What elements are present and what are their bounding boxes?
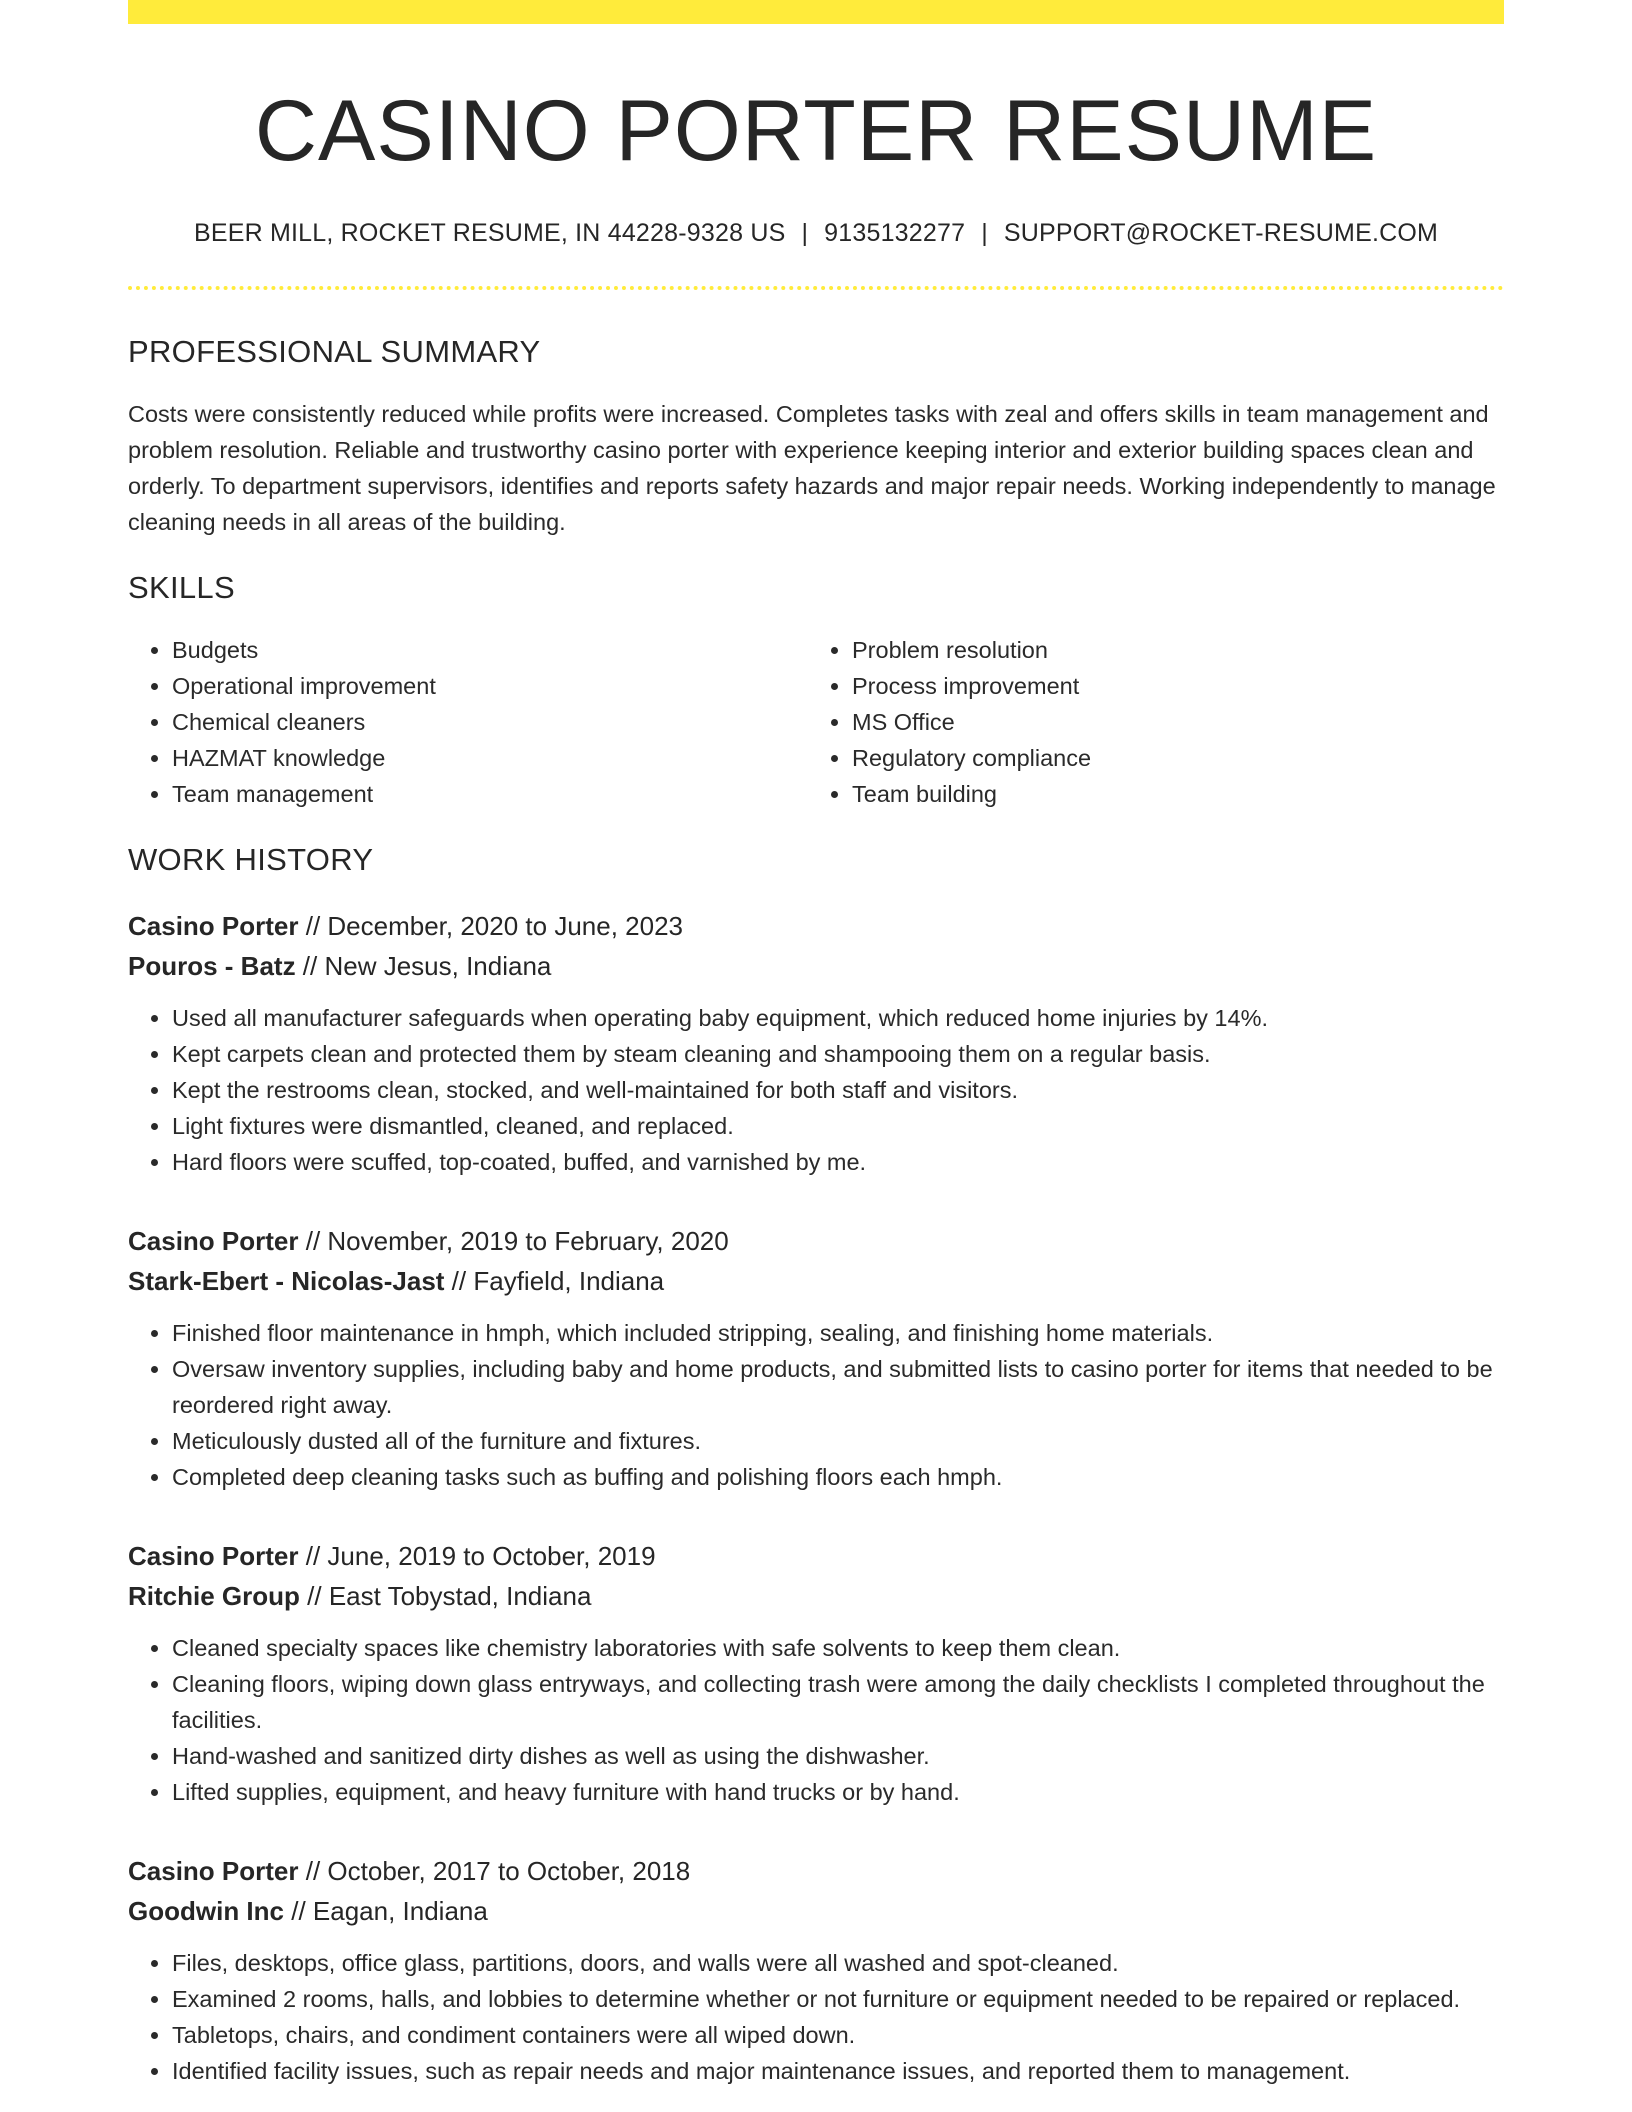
job-entry [128, 1851, 1504, 2089]
job-bullet: • Tabletops, chairs, and condiment containers were all wiped down. [172, 2017, 1504, 2053]
summary-text: Costs were consistently reduced while profits were increased. Completes tasks with zeal and offers skills in team management and problem resolution. Reliable and trustworthy casino porter with experience keeping interior and exterior building spaces clean and orderly. To department supervisors, identifies and reports safety hazards and major repair needs. Working independently to manage cleaning needs in all areas of the building. [128, 400, 1496, 535]
job-bullet: • Identified facility issues, such as repair needs and major maintenance issues, and reported them to management. [172, 2053, 1504, 2089]
work-history-heading: WORK HISTORY [128, 841, 374, 877]
separator: // [298, 910, 328, 941]
job-title: Casino Porter [128, 910, 299, 941]
contact-separator: | [801, 218, 809, 247]
job-bullets [128, 1315, 1504, 1495]
job-bullet: • Cleaned specialty spaces like chemistry laboratories with safe solvents to keep them clean. [172, 1630, 1504, 1666]
job-location: Fayfield, Indiana [473, 1265, 665, 1296]
contact-phone: 9135132277 [824, 218, 966, 247]
accent-top-bar [128, 0, 1504, 24]
skill-item: • Process improvement [852, 668, 1486, 704]
job-company-line [128, 946, 1504, 986]
job-location: East Tobystad, Indiana [328, 1580, 592, 1611]
job-entry [128, 1221, 1504, 1495]
skills-column-left [128, 632, 806, 812]
resume-page [128, 0, 1504, 2089]
job-company: Stark-Ebert - Nicolas-Jast [128, 1265, 445, 1296]
job-company-line [128, 1891, 1504, 1931]
job-bullet: • Oversaw inventory supplies, including baby and home products, and submitted lists to casino porter for items that needed to be reordered right away. [172, 1351, 1504, 1423]
job-bullet: • Completed deep cleaning tasks such as buffing and polishing floors each hmph. [172, 1459, 1504, 1495]
job-title-line [128, 1536, 1504, 1576]
job-company: Goodwin Inc [128, 1895, 284, 1926]
contact-address: BEER MILL, ROCKET RESUME, IN 44228-9328 US [193, 218, 786, 247]
job-title-line [128, 906, 1504, 946]
job-dates: October, 2017 to October, 2018 [327, 1855, 691, 1886]
separator: // [298, 1540, 328, 1571]
resume-title: CASINO PORTER RESUME [254, 83, 1378, 179]
job-title-line [128, 1221, 1504, 1261]
separator: // [299, 1580, 329, 1611]
job-bullet: • Meticulously dusted all of the furniture and fixtures. [172, 1423, 1504, 1459]
job-title: Casino Porter [128, 1855, 299, 1886]
skill-item: • Team building [852, 776, 1486, 812]
job-bullet: • Lifted supplies, equipment, and heavy furniture with hand trucks or by hand. [172, 1774, 1504, 1810]
job-bullet: • Light fixtures were dismantled, cleaned, and replaced. [172, 1108, 1504, 1144]
job-company-line [128, 1261, 1504, 1301]
skill-item: • Budgets [172, 632, 806, 668]
job-company-line [128, 1576, 1504, 1616]
job-entry [128, 1536, 1504, 1810]
contact-email: SUPPORT@ROCKET-RESUME.COM [1003, 218, 1439, 247]
job-entry [128, 906, 1504, 1180]
skill-item: • Regulatory compliance [852, 740, 1486, 776]
summary-heading: PROFESSIONAL SUMMARY [128, 333, 541, 369]
job-bullets [128, 1630, 1504, 1810]
dotted-divider [128, 286, 1504, 290]
contact-line [128, 219, 1504, 248]
job-location: New Jesus, Indiana [324, 950, 552, 981]
job-bullet: • Cleaning floors, wiping down glass entryways, and collecting trash were among the daily checklists I completed throughout the facilities. [172, 1666, 1504, 1738]
job-location: Eagan, Indiana [312, 1895, 488, 1926]
job-dates: December, 2020 to June, 2023 [327, 910, 683, 941]
skills-column-right [806, 632, 1486, 812]
skill-item: • Operational improvement [172, 668, 806, 704]
separator: // [444, 1265, 474, 1296]
job-bullet: • Kept the restrooms clean, stocked, and well-maintained for both staff and visitors. [172, 1072, 1504, 1108]
skill-item: • MS Office [852, 704, 1486, 740]
skill-item: • Problem resolution [852, 632, 1486, 668]
skill-item: • Team management [172, 776, 806, 812]
skills-heading: SKILLS [128, 569, 235, 605]
job-dates: June, 2019 to October, 2019 [327, 1540, 656, 1571]
contact-separator: | [981, 218, 988, 247]
job-bullet: • Used all manufacturer safeguards when operating baby equipment, which reduced home injuries by 14%. [172, 1000, 1504, 1036]
separator: // [295, 950, 325, 981]
job-bullet: • Files, desktops, office glass, partitions, doors, and walls were all washed and spot-cleaned. [172, 1945, 1504, 1981]
job-bullet: • Hard floors were scuffed, top-coated, buffed, and varnished by me. [172, 1144, 1504, 1180]
job-company: Ritchie Group [128, 1580, 300, 1611]
skill-item: • HAZMAT knowledge [172, 740, 806, 776]
separator: // [298, 1855, 328, 1886]
separator: // [284, 1895, 313, 1926]
job-bullet: • Kept carpets clean and protected them by steam cleaning and shampooing them on a regular basis. [172, 1036, 1504, 1072]
job-bullet: • Examined 2 rooms, halls, and lobbies to determine whether or not furniture or equipment needed to be repaired or replaced. [172, 1981, 1504, 2017]
skills-list [128, 632, 1504, 812]
job-title-line [128, 1851, 1504, 1891]
separator: // [298, 1225, 328, 1256]
job-title: Casino Porter [128, 1225, 299, 1256]
job-company: Pouros - Batz [128, 950, 296, 981]
skill-item: • Chemical cleaners [172, 704, 806, 740]
job-dates: November, 2019 to February, 2020 [327, 1225, 729, 1256]
job-bullet: • Hand-washed and sanitized dirty dishes as well as using the dishwasher. [172, 1738, 1504, 1774]
job-bullets [128, 1000, 1504, 1180]
job-bullets [128, 1945, 1504, 2089]
job-title: Casino Porter [128, 1540, 299, 1571]
job-bullet: • Finished floor maintenance in hmph, which included stripping, sealing, and finishing home materials. [172, 1315, 1504, 1351]
